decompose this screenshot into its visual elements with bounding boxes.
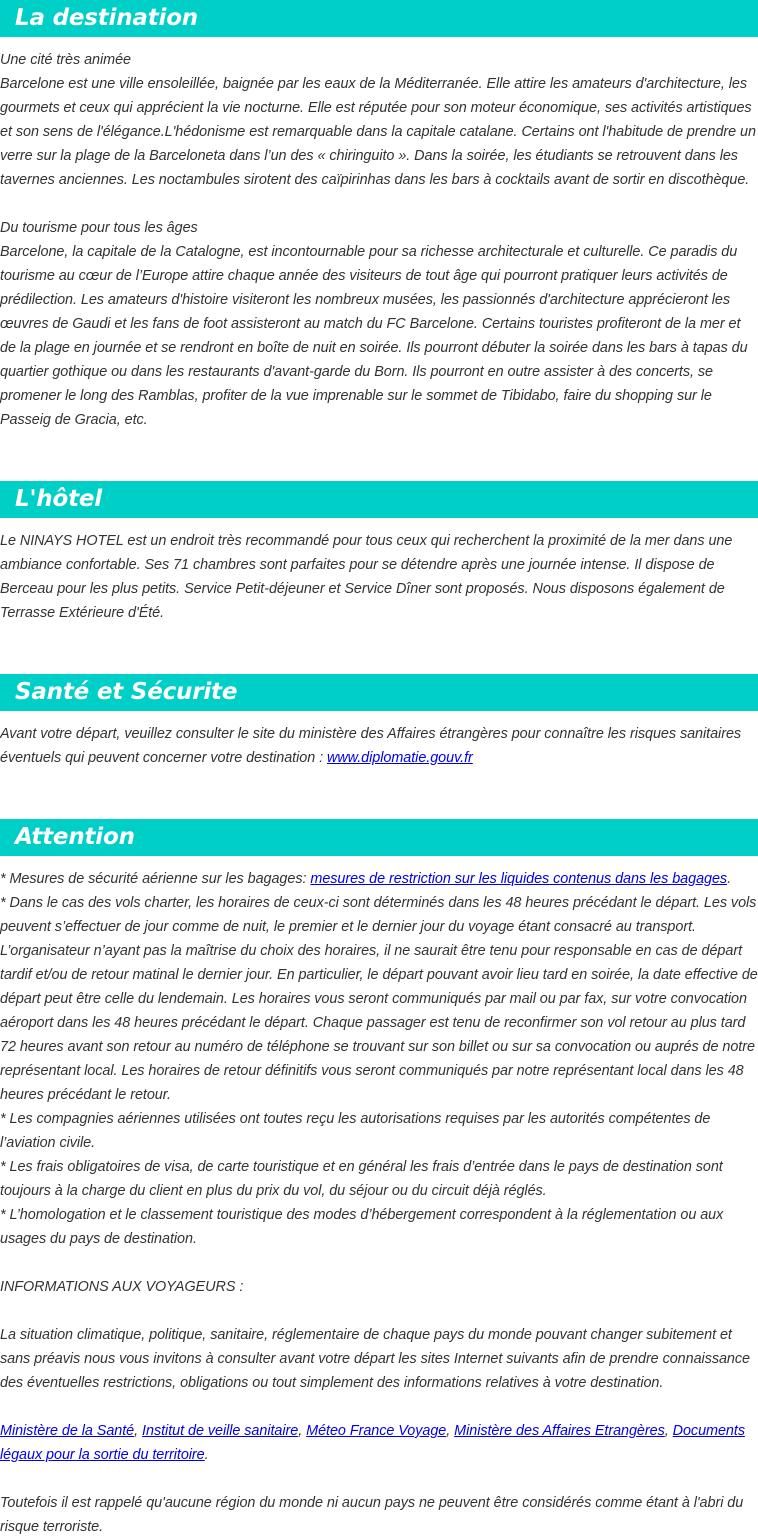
- info-links-line: Ministère de la Santé, Institut de veille sanitaire, Méteo France Voyage, Ministère des Affaires Etrangères, Documents légaux pour la sortie du territoire.: [0, 1423, 745, 1463]
- link-documents-legaux[interactable]: Documents légaux pour la sortie du territoire: [0, 1423, 745, 1463]
- attention-bullet-3: * Les compagnies aériennes utilisées ont toutes reçu les autorisations requises par les autorités compétentes de l’aviation civile.: [0, 1111, 711, 1151]
- section-header-hotel: [0, 481, 758, 518]
- hotel-content: [0, 529, 758, 625]
- destination-subtitle-2: Du tourisme pour tous les âges: [0, 220, 198, 236]
- attention-bullet-2: * Dans le cas des vols charter, les horaires de ceux-ci sont déterminés dans les 48 heures précédant le départ. Les vols peuvent s’effectuer de jour comme de nuit, le premier et le dernier jour du voyage étant consacré au transport. L’organisateur n’ayant pas la maîtrise du choix des horaires, il ne saurait être tenu pour responsable en cas de départ tardif et/ou de retour matinal le dernier jour. En particulier, le départ pouvant avoir lieu tard en soirée, la date effective de départ peut être celle du lendemain. Les horaires vous seront communiqués par mail ou par fax, sur votre convocation aéroport dans les 48 heures précédant le départ. Chaque passager est tenu de reconfirmer son vol retour au plus tard 72 heures avant son retour au numéro de téléphone se trouvant sur son billet ou sur sa convocation ou auprés de notre représentant local. Les horaires de retour définitifs vous seront communiqués par notre représentant local dans les 48 heures précédant le retour.: [0, 895, 758, 1103]
- destination-paragraph-1: Barcelone est une ville ensoleillée, baignée par les eaux de la Méditerranée. Elle attire les amateurs d'architecture, les gourmets et ceux qui apprécient la vie nocturne. Elle est réputée pour son moteur économique, ses activités artistiques et son sens de l'élégance.L'hédonisme est remarquable dans la capitale catalane. Certains ont l'habitude de prendre un verre sur la plage de la Barceloneta dans l’un des « chiringuito ». Dans la soirée, les étudiants se retrouvent dans les tavernes anciennes. Les noctambules sirotent des caïpirinhas dans les bars à cocktails avant de sortir en discothèque.: [0, 76, 756, 188]
- info-voyageurs-title: INFORMATIONS AUX VOYAGEURS :: [0, 1279, 244, 1295]
- section-header-attention: [0, 819, 758, 856]
- section-title-attention: Attention: [15, 824, 135, 850]
- link-ministere-affaires-etrangeres[interactable]: Ministère des Affaires Etrangères: [454, 1423, 665, 1439]
- bullet-1-text: * Mesures de sécurité aérienne sur les bagages:: [0, 871, 311, 887]
- attention-bullet-1: [0, 867, 758, 891]
- attention-bullet-5: * L’homologation et le classement touristique des modes d’hébergement correspondent à la réglementation ou aux usages du pays de destination.: [0, 1207, 724, 1247]
- section-title-sante: Santé et Sécurite: [15, 679, 238, 705]
- attention-bullet-4: * Les frais obligatoires de visa, de carte touristique et en général les frais d’entrée dans le pays de destination sont toujours à la charge du client en plus du prix du vol, du séjour ou du circuit déjà réglés.: [0, 1159, 723, 1199]
- section-header-destination: [0, 0, 758, 37]
- link-ministere-sante[interactable]: Ministère de la Santé: [0, 1423, 135, 1439]
- info-voyageurs-paragraph: La situation climatique, politique, sanitaire, réglementaire de chaque pays du monde pouvant changer subitement et sans préavis nous vous invitons à consulter avant votre départ les sites Internet suivants afin de prendre connaissance des éventuelles restrictions, obligations ou tout simplement des informations relatives à votre destination.: [0, 1327, 750, 1391]
- link-meteo-france-voyage[interactable]: Méteo France Voyage: [306, 1423, 447, 1439]
- destination-paragraph-2: Barcelone, la capitale de la Catalogne, est incontournable pour sa richesse architecturale et culturelle. Ce paradis du tourisme au cœur de l’Europe attire chaque année des visiteurs de tout âge qui pourront pratiquer leurs activités de prédilection. Les amateurs d'histoire visiteront les nombreux musées, les passionnés d'architecture apprécieront les œuvres de Gaudi et les fans de foot assisteront au match du FC Barcelone. Certains touristes profiteront de la mer et de la plage en journée et se rendront en boîte de nuit en soirée. Ils pourront débuter la soirée dans les bars à tapas du quartier gothique ou dans les restaurants d'avant-garde du Born. Ils pourront en outre assister à des concerts, se promener le long des Ramblas, profiter de la vue imprenable sur le sommet de Tibidabo, faire du shopping sur le Passeig de Gracia, etc.: [0, 244, 748, 428]
- sante-content: [0, 722, 758, 770]
- link-institut-veille-sanitaire[interactable]: Institut de veille sanitaire: [142, 1423, 299, 1439]
- section-header-sante: [0, 674, 758, 711]
- sante-text: Avant votre départ, veuillez consulter le site du ministère des Affaires étrangères pour connaître les risques sanitaires éventuels qui peuvent concerner votre destination :: [0, 726, 742, 766]
- attention-content: [0, 867, 758, 1539]
- destination-subtitle-1: Une cité très animée: [0, 52, 131, 68]
- hotel-paragraph: Le NINAYS HOTEL est un endroit très recommandé pour tous ceux qui recherchent la proximité de la mer dans une ambiance confortable. Ses 71 chambres sont parfaites pour se détendre après une journée intense. Il dispose de Berceau pour les plus petits. Service Petit-déjeuner et Service Dîner sont proposés. Nous disposons également de Terrasse Extérieure d'Été.: [0, 533, 733, 621]
- liquides-restriction-link[interactable]: mesures de restriction sur les liquides contenus dans les bagages: [310, 871, 728, 887]
- sante-paragraph: [0, 722, 758, 770]
- section-title-hotel: L'hôtel: [15, 486, 102, 512]
- destination-content: [0, 48, 758, 432]
- terrorism-notice: Toutefois il est rappelé qu'aucune région du monde ni aucun pays ne peuvent être considérés comme étant à l'abri du risque terroriste.: [0, 1495, 744, 1535]
- diplomatie-link[interactable]: www.diplomatie.gouv.fr: [327, 750, 473, 766]
- bullet-1-suffix: .: [727, 871, 732, 887]
- section-title-destination: La destination: [15, 5, 198, 31]
